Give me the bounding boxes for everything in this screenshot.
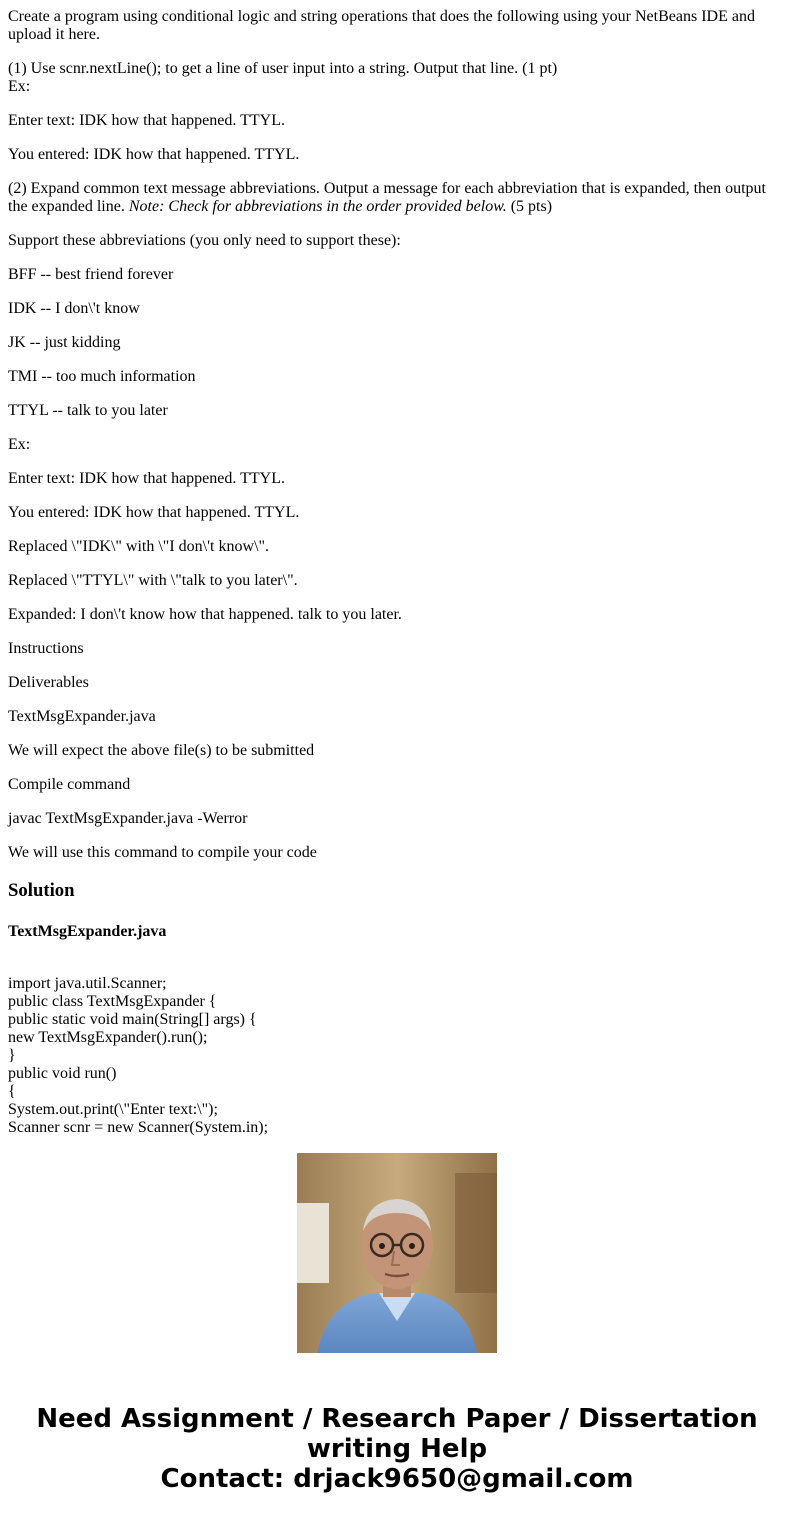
- abbreviation-item: TMI -- too much information: [8, 368, 196, 385]
- part1-ex-label: Ex:: [8, 78, 31, 95]
- part2-points: (5 pts): [510, 198, 553, 215]
- abbreviation-item: JK -- just kidding: [8, 334, 121, 351]
- compile-command: javac TextMsgExpander.java -Werror: [8, 810, 248, 827]
- abbreviation-item: BFF -- best friend forever: [8, 266, 174, 283]
- abbreviation-item: IDK -- I don\'t know: [8, 300, 140, 317]
- promo-line: writing Help: [306, 1434, 488, 1464]
- code-line: new TextMsgExpander().run();: [8, 1029, 208, 1046]
- deliverables-label: Deliverables: [8, 674, 89, 691]
- part1-text: (1) Use scnr.nextLine(); to get a line of user input into a string. Output that line. (1 pt): [8, 60, 558, 77]
- document-content: [8, 0, 786, 1136]
- part1-example-line: You entered: IDK how that happened. TTYL.: [8, 146, 300, 163]
- support-text: Support these abbreviations (you only need to support these):: [8, 232, 401, 249]
- code-line: {: [8, 1083, 16, 1100]
- part1-example-line: Enter text: IDK how that happened. TTYL.: [8, 112, 285, 129]
- solution-code: [8, 975, 786, 1137]
- code-line: public class TextMsgExpander {: [8, 993, 217, 1010]
- tutor-portrait-image: [297, 1153, 497, 1353]
- part2-lead: (2) Expand common text message abbreviations. Output a message for each abbreviation that is expanded, then output the expanded line.: [8, 180, 766, 215]
- promo-banner: [0, 1404, 794, 1494]
- part2-example-line: Replaced \"TTYL\" with \"talk to you later\".: [8, 572, 298, 589]
- part2-ex-label: Ex:: [8, 436, 31, 453]
- part2-example-line: Expanded: I don\'t know how that happened. talk to you later.: [8, 606, 402, 623]
- part2-example-line: Enter text: IDK how that happened. TTYL.: [8, 470, 285, 487]
- code-line: import java.util.Scanner;: [8, 975, 167, 992]
- code-line: }: [8, 1047, 16, 1064]
- compile-label: Compile command: [8, 776, 131, 793]
- code-line: Scanner scnr = new Scanner(System.in);: [8, 1119, 269, 1136]
- code-line: public static void main(String[] args) {: [8, 1011, 257, 1028]
- solution-file-heading: TextMsgExpander.java: [8, 923, 167, 940]
- solution-heading: Solution: [8, 880, 75, 901]
- expect-text: We will expect the above file(s) to be submitted: [8, 742, 315, 759]
- abbreviation-item: TTYL -- talk to you later: [8, 402, 168, 419]
- part2-example-line: You entered: IDK how that happened. TTYL.: [8, 504, 300, 521]
- code-line: public void run(): [8, 1065, 117, 1082]
- tutor-photo: [297, 1153, 497, 1353]
- deliverable-file: TextMsgExpander.java: [8, 708, 156, 725]
- code-line: System.out.print(\"Enter text:\");: [8, 1101, 218, 1118]
- part2-example-line: Replaced \"IDK\" with \"I don\'t know\".: [8, 538, 269, 555]
- part2-note: Note: Check for abbreviations in the order provided below.: [128, 198, 507, 215]
- intro-paragraph: Create a program using conditional logic and string operations that does the following using your NetBeans IDE and upload it here.: [8, 8, 755, 43]
- compile-note: We will use this command to compile your code: [8, 844, 317, 861]
- part1-paragraph: [8, 60, 786, 96]
- instructions-title: Instructions: [8, 640, 84, 657]
- part2-paragraph: [8, 180, 786, 216]
- promo-contact: Contact: drjack9650@gmail.com: [160, 1464, 634, 1494]
- promo-line: Need Assignment / Research Paper / Dissertation: [36, 1404, 758, 1434]
